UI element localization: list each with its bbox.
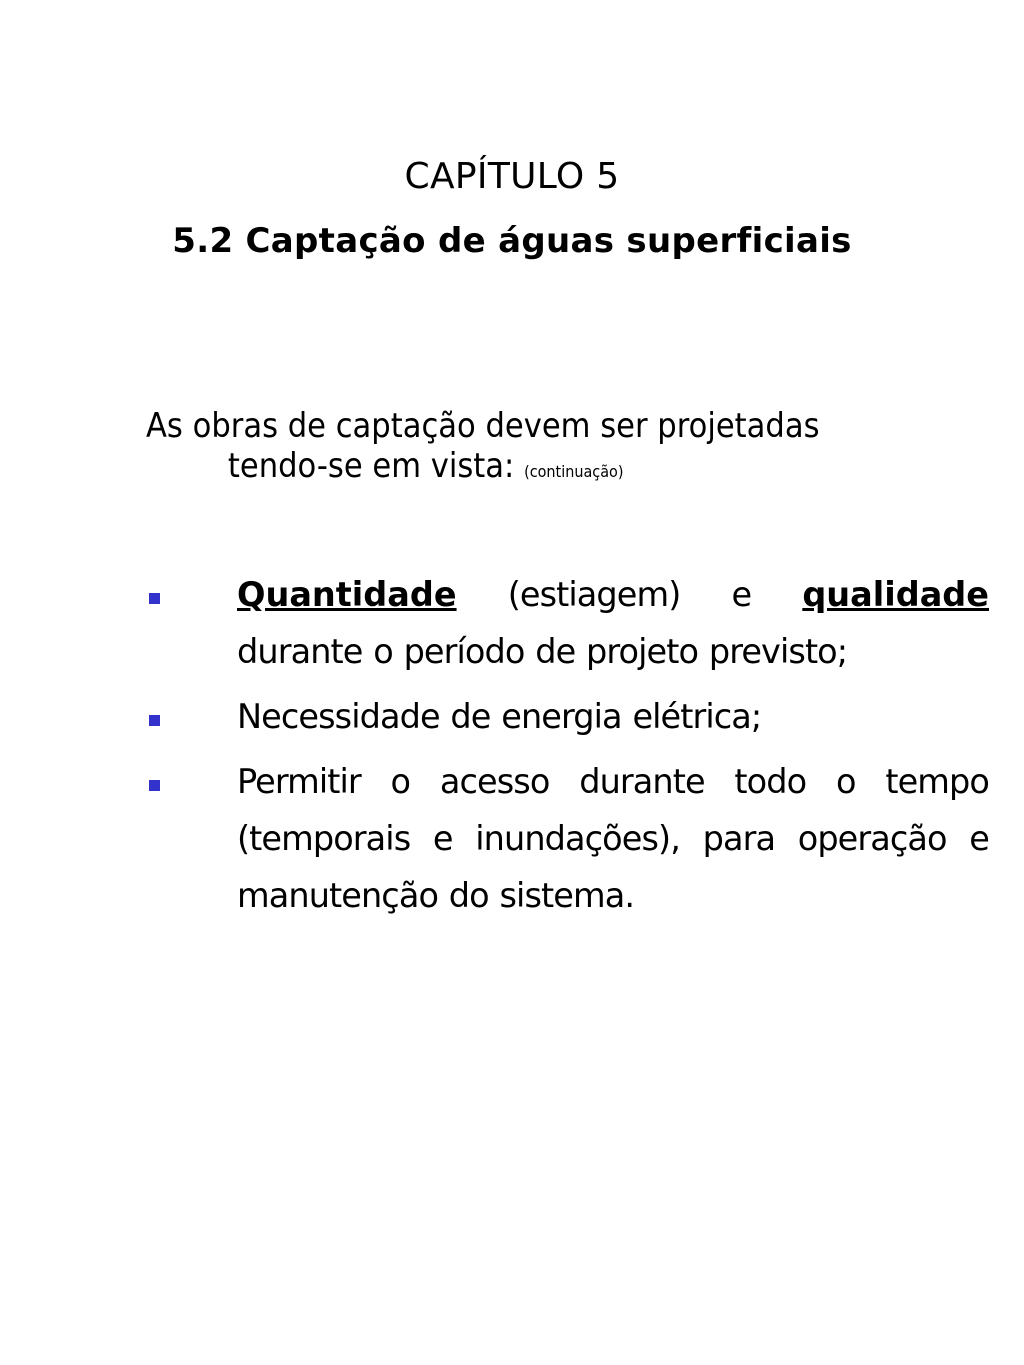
list-item [0, 688, 1024, 745]
intro-paragraph [146, 406, 920, 492]
bullet-square-icon [149, 593, 160, 604]
intro-line-2-wrapper [146, 446, 920, 492]
bullet-square-icon [149, 780, 160, 791]
bullet-mid-text: (estiagem) e [456, 575, 803, 614]
intro-line-1: As obras de captação devem ser projetadas [146, 406, 820, 446]
bullet-text: Necessidade de energia elétrica; [237, 697, 762, 736]
term-qualidade: qualidade [802, 575, 989, 614]
bullet-square-icon [149, 715, 160, 726]
bullet-rest-text: durante o período de projeto previsto; [237, 632, 848, 671]
chapter-heading: CAPÍTULO 5 [404, 156, 620, 197]
bullet-text: Permitir o acesso durante todo o tempo (temporais e inundações), para operação e manutenção do sistema. [237, 762, 989, 915]
intro-line-2: tendo-se em vista: [227, 446, 515, 486]
bullet-list [0, 566, 1024, 932]
continuation-note: (continuação) [524, 462, 624, 481]
list-item [0, 566, 1024, 680]
list-item [0, 753, 1024, 924]
section-title: 5.2 Captação de águas superficiais [172, 221, 852, 261]
bullet-text [237, 566, 989, 680]
term-quantidade: Quantidade [237, 575, 457, 614]
